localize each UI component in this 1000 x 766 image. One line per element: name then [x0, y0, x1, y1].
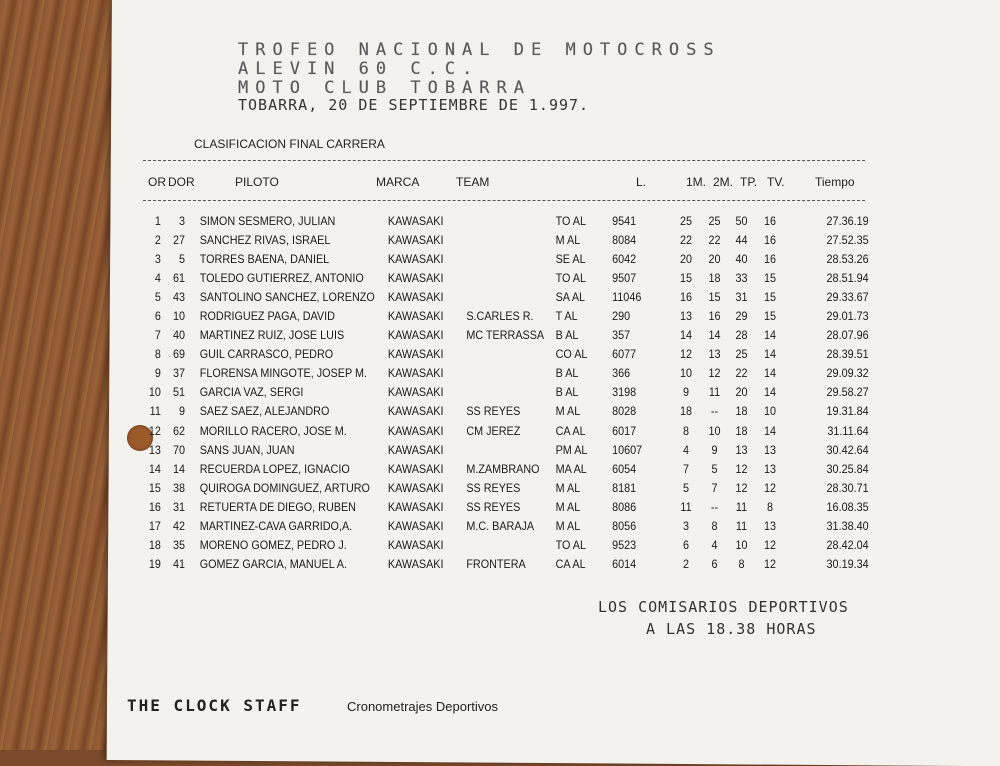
col-piloto: PILOTO — [235, 175, 279, 189]
cell-l: 8028 — [612, 404, 637, 419]
cell-prov: T AL — [555, 309, 578, 324]
cell-marca: KAWASAKI — [388, 347, 445, 362]
cell-or: 11 — [149, 404, 161, 419]
cell-marca: KAWASAKI — [388, 366, 445, 381]
cell-piloto: RECUERDA LOPEZ, IGNACIO — [199, 461, 350, 476]
cell-l: 8084 — [612, 232, 637, 247]
cell-tv: 14 — [763, 328, 776, 343]
cell-piloto: SIMON SESMERO, JULIAN — [199, 213, 336, 228]
cell-tp: 31 — [735, 289, 748, 304]
cell-tv: 12 — [763, 557, 776, 572]
cell-m2: 18 — [708, 270, 721, 285]
cell-prov: TO AL — [555, 538, 586, 553]
cell-dor: 42 — [172, 519, 185, 534]
cell-tv: 13 — [763, 461, 776, 476]
cell-piloto: QUIROGA DOMINGUEZ, ARTURO — [199, 480, 370, 495]
cell-prov: SA AL — [555, 289, 585, 304]
cell-marca: KAWASAKI — [388, 499, 445, 514]
section-title: CLASIFICACION FINAL CARRERA — [194, 137, 385, 151]
cell-or: 6 — [154, 309, 161, 324]
cell-prov: M AL — [555, 480, 581, 495]
cell-tp: 25 — [735, 347, 748, 362]
cell-team: FRONTERA — [466, 557, 527, 572]
cell-team: CM JEREZ — [466, 423, 521, 438]
event-category: ALEVIN 60 C.C. — [238, 59, 480, 79]
cell-dor: 3 — [178, 213, 185, 228]
divider-header — [143, 200, 865, 201]
cell-marca: KAWASAKI — [388, 423, 445, 438]
cell-team: SS REYES — [466, 499, 521, 514]
cell-or: 12 — [148, 423, 161, 438]
cell-m2: 25 — [708, 213, 721, 228]
cell-tiempo: 28.07.96 — [826, 328, 869, 343]
cell-or: 13 — [148, 442, 161, 457]
table-row — [140, 497, 873, 516]
table-row — [140, 268, 873, 287]
cell-dor: 41 — [172, 557, 185, 572]
cell-dor: 5 — [178, 251, 185, 266]
cell-m1: 9 — [682, 385, 689, 400]
cell-or: 16 — [148, 499, 161, 514]
cell-tiempo: 28.30.71 — [826, 480, 869, 495]
cell-l: 357 — [612, 328, 631, 343]
cell-or: 18 — [148, 538, 161, 553]
cell-piloto: RODRIGUEZ PAGA, DAVID — [199, 309, 335, 324]
cell-l: 11046 — [612, 289, 642, 304]
cell-m2: -- — [710, 404, 719, 419]
cell-prov: CO AL — [555, 347, 588, 362]
table-row — [140, 440, 873, 459]
cell-tp: 50 — [735, 213, 748, 228]
cell-tiempo: 30.42.64 — [826, 442, 869, 457]
cell-team — [467, 211, 545, 230]
cell-l: 8056 — [612, 519, 637, 534]
cell-tiempo: 27.36.19 — [826, 213, 869, 228]
table-row — [140, 421, 873, 440]
cell-piloto: GOMEZ GARCIA, MANUEL A. — [199, 557, 347, 572]
table-row — [140, 555, 873, 574]
table-row — [140, 306, 873, 325]
cell-tp: 22 — [735, 366, 748, 381]
cell-tiempo: 30.25.84 — [826, 461, 869, 476]
cell-m1: 22 — [679, 232, 692, 247]
cell-tp: 20 — [735, 385, 748, 400]
col-or: OR — [148, 175, 166, 189]
cell-m1: 3 — [682, 519, 689, 534]
cell-marca: KAWASAKI — [388, 309, 445, 324]
cell-m1: 11 — [680, 499, 692, 514]
cell-team: SS REYES — [466, 480, 521, 495]
cell-or: 8 — [154, 347, 161, 362]
cell-team — [467, 536, 545, 555]
cell-m1: 5 — [682, 480, 689, 495]
cell-m2: 11 — [708, 385, 721, 400]
cell-tv: 8 — [766, 499, 773, 514]
cell-piloto: MARTINEZ-CAVA GARRIDO,A. — [199, 519, 353, 534]
cell-tp: 11 — [735, 519, 748, 534]
cell-m1: 20 — [679, 251, 692, 266]
cell-marca: KAWASAKI — [388, 461, 445, 476]
cell-dor: 38 — [172, 480, 185, 495]
cell-m2: -- — [710, 499, 719, 514]
cell-tp: 18 — [735, 423, 748, 438]
cell-tp: 12 — [735, 480, 748, 495]
comisarios-text: LOS COMISARIOS DEPORTIVOS — [598, 598, 849, 616]
cell-marca: KAWASAKI — [388, 557, 445, 572]
cell-marca: KAWASAKI — [388, 404, 445, 419]
col-laps: L. — [636, 175, 647, 189]
cell-tp: 28 — [735, 328, 748, 343]
cell-team: SS REYES — [466, 404, 521, 419]
cell-m1: 16 — [679, 289, 692, 304]
cell-team — [467, 249, 545, 268]
cell-or: 9 — [154, 366, 161, 381]
cell-l: 9541 — [612, 213, 637, 228]
cell-dor: 61 — [172, 270, 185, 285]
table-row — [140, 364, 873, 383]
cell-dor: 51 — [172, 385, 185, 400]
cell-tv: 13 — [763, 442, 776, 457]
cell-prov: M AL — [555, 404, 581, 419]
col-2m: 2M. — [713, 175, 734, 189]
cell-m2: 8 — [711, 519, 718, 534]
table-row — [140, 230, 873, 249]
cell-tiempo: 29.09.32 — [826, 366, 869, 381]
table-row — [140, 459, 873, 478]
hora-text: A LAS 18.38 HORAS — [646, 620, 817, 638]
cell-m2: 5 — [711, 461, 718, 476]
table-row — [140, 326, 873, 345]
cell-marca: KAWASAKI — [388, 442, 445, 457]
cell-team — [467, 230, 545, 249]
cell-m2: 16 — [708, 309, 721, 324]
cell-tiempo: 29.58.27 — [826, 385, 869, 400]
event-club: MOTO CLUB TOBARRA — [238, 78, 531, 98]
cell-piloto: FLORENSA MINGOTE, JOSEP M. — [199, 366, 367, 381]
cell-tiempo: 19.31.84 — [826, 404, 869, 419]
cell-marca: KAWASAKI — [388, 289, 445, 304]
cell-m2: 6 — [711, 557, 718, 572]
cell-marca: KAWASAKI — [388, 519, 445, 534]
cell-marca: KAWASAKI — [388, 232, 445, 247]
cell-l: 10607 — [612, 442, 643, 457]
cell-team: M.C. BARAJA — [466, 519, 535, 534]
cell-tv: 16 — [763, 251, 776, 266]
cell-l: 9507 — [612, 270, 637, 285]
cell-or: 14 — [148, 461, 161, 476]
cell-m2: 20 — [708, 251, 721, 266]
cell-marca: KAWASAKI — [388, 538, 445, 553]
cell-tiempo: 27.52.35 — [826, 232, 869, 247]
cell-tv: 13 — [763, 519, 776, 534]
cell-marca: KAWASAKI — [388, 328, 445, 343]
cell-marca: KAWASAKI — [388, 385, 445, 400]
results-table — [140, 211, 873, 574]
cell-dor: 35 — [172, 538, 185, 553]
cell-dor: 9 — [178, 404, 185, 419]
cell-prov: M AL — [555, 519, 581, 534]
col-1m: 1M. — [686, 175, 707, 189]
cell-prov: CA AL — [555, 557, 586, 572]
cell-l: 8181 — [612, 480, 637, 495]
cell-piloto: MORILLO RACERO, JOSE M. — [199, 423, 347, 438]
cell-l: 290 — [612, 309, 631, 324]
cell-piloto: TOLEDO GUTIERREZ, ANTONIO — [199, 270, 364, 285]
table-row — [140, 402, 873, 421]
cell-prov: PM AL — [555, 442, 588, 457]
cell-m1: 12 — [679, 347, 692, 362]
cell-tv: 10 — [763, 404, 776, 419]
col-team: TEAM — [456, 175, 490, 189]
cell-tp: 13 — [735, 442, 748, 457]
cell-m1: 10 — [679, 366, 692, 381]
cell-tiempo: 30.19.34 — [826, 557, 869, 572]
cell-tiempo: 29.01.73 — [826, 309, 869, 324]
event-title: TROFEO NACIONAL DE MOTOCROSS — [238, 40, 721, 60]
cell-tp: 33 — [735, 270, 748, 285]
cell-dor: 40 — [172, 328, 185, 343]
table-row — [140, 211, 873, 230]
cell-dor: 27 — [172, 232, 185, 247]
cell-dor: 43 — [172, 289, 185, 304]
cell-tp: 40 — [735, 251, 748, 266]
cell-or: 15 — [148, 480, 161, 495]
cell-m2: 10 — [708, 423, 721, 438]
divider-top — [143, 160, 865, 161]
cell-tiempo: 28.39.51 — [826, 347, 869, 362]
cell-marca: KAWASAKI — [388, 480, 445, 495]
col-tv: TV. — [767, 175, 785, 189]
cell-m1: 25 — [679, 213, 692, 228]
cell-l: 6042 — [612, 251, 637, 266]
cell-team: M.ZAMBRANO — [466, 461, 541, 476]
cell-tv: 16 — [763, 232, 776, 247]
cell-tiempo: 28.53.26 — [826, 251, 869, 266]
cell-l: 6077 — [612, 347, 637, 362]
table-row — [140, 478, 873, 497]
cell-tv: 12 — [763, 538, 776, 553]
table-row — [140, 345, 873, 364]
cell-tv: 15 — [763, 309, 776, 324]
cell-dor: 70 — [172, 442, 185, 457]
cell-tiempo: 31.11.64 — [827, 423, 869, 438]
col-dor: DOR — [168, 175, 195, 189]
cell-dor: 69 — [172, 347, 185, 362]
cell-piloto: RETUERTA DE DIEGO, RUBEN — [199, 499, 356, 514]
cell-m1: 6 — [682, 538, 689, 553]
cell-tv: 14 — [763, 423, 776, 438]
cell-m1: 14 — [679, 328, 692, 343]
company-name: THE CLOCK STAFF — [127, 696, 302, 715]
cell-team: S.CARLES R. — [466, 309, 535, 324]
cell-prov: SE AL — [555, 251, 586, 266]
cell-piloto: GARCIA VAZ, SERGI — [199, 385, 304, 400]
cell-piloto: MORENO GOMEZ, PEDRO J. — [199, 538, 347, 553]
table-row — [140, 517, 873, 536]
cell-tv: 14 — [763, 385, 776, 400]
cell-team: MC TERRASSA — [466, 328, 545, 343]
cell-m1: 15 — [679, 270, 692, 285]
cell-prov: CA AL — [555, 423, 586, 438]
col-tp: TP. — [740, 175, 758, 189]
cell-tiempo: 28.51.94 — [826, 270, 869, 285]
cell-tp: 8 — [738, 557, 745, 572]
cell-m1: 4 — [682, 442, 689, 457]
cell-l: 366 — [612, 366, 631, 381]
cell-piloto: SANTOLINO SANCHEZ, LORENZO — [199, 289, 375, 304]
cell-or: 5 — [154, 289, 161, 304]
cell-dor: 31 — [172, 499, 185, 514]
cell-prov: B AL — [555, 366, 579, 381]
cell-m2: 4 — [711, 538, 718, 553]
cell-tiempo: 28.42.04 — [826, 538, 869, 553]
cell-tp: 12 — [735, 461, 748, 476]
cell-prov: MA AL — [555, 461, 587, 476]
cell-m2: 14 — [708, 328, 721, 343]
company-subtitle: Cronometrajes Deportivos — [347, 699, 499, 714]
col-tiempo: Tiempo — [815, 175, 855, 189]
cell-tp: 11 — [735, 499, 748, 514]
cell-m1: 18 — [679, 404, 692, 419]
table-row — [140, 287, 873, 306]
cell-team — [467, 268, 545, 287]
cell-tv: 14 — [763, 347, 776, 362]
cell-l: 3198 — [612, 385, 637, 400]
cell-piloto: TORRES BAENA, DANIEL — [199, 251, 330, 266]
cell-l: 6014 — [612, 557, 637, 572]
cell-prov: M AL — [555, 499, 581, 514]
cell-dor: 62 — [172, 423, 185, 438]
cell-m2: 15 — [708, 289, 721, 304]
cell-m2: 22 — [708, 232, 721, 247]
cell-tiempo: 16.08.35 — [826, 499, 869, 514]
cell-dor: 10 — [172, 309, 185, 324]
cell-prov: B AL — [555, 328, 579, 343]
cell-prov: TO AL — [555, 270, 586, 285]
cell-team — [467, 383, 545, 402]
cell-tp: 29 — [735, 309, 748, 324]
cell-l: 9523 — [612, 538, 637, 553]
cell-tp: 18 — [735, 404, 748, 419]
cell-or: 7 — [154, 328, 161, 343]
cell-piloto: GUIL CARRASCO, PEDRO — [199, 347, 334, 362]
table-row — [140, 383, 873, 402]
cell-m2: 12 — [708, 366, 721, 381]
cell-tp: 10 — [735, 538, 748, 553]
cell-piloto: SANS JUAN, JUAN — [199, 442, 295, 457]
cell-piloto: SANCHEZ RIVAS, ISRAEL — [199, 232, 331, 247]
cell-team — [467, 364, 545, 383]
cell-prov: B AL — [555, 385, 579, 400]
cell-m1: 13 — [679, 309, 692, 324]
cell-piloto: SAEZ SAEZ, ALEJANDRO — [199, 404, 330, 419]
cell-prov: M AL — [555, 232, 581, 247]
table-row — [140, 536, 873, 555]
table-row — [140, 249, 873, 268]
cell-piloto: MARTINEZ RUIZ, JOSE LUIS — [199, 328, 345, 343]
cell-or: 17 — [148, 519, 161, 534]
cell-m2: 9 — [711, 442, 718, 457]
cell-m1: 2 — [682, 557, 689, 572]
cell-team — [467, 287, 545, 306]
cell-team — [467, 345, 545, 364]
cell-l: 6017 — [612, 423, 637, 438]
cell-marca: KAWASAKI — [388, 270, 445, 285]
cell-or: 1 — [154, 213, 161, 228]
cell-or: 10 — [148, 385, 161, 400]
cell-dor: 37 — [172, 366, 185, 381]
col-marca: MARCA — [376, 175, 420, 189]
cell-or: 3 — [154, 251, 161, 266]
cell-tv: 15 — [763, 289, 776, 304]
cell-tp: 44 — [735, 232, 748, 247]
cell-prov: TO AL — [555, 213, 586, 228]
cell-l: 8086 — [612, 499, 637, 514]
cell-m2: 7 — [711, 480, 718, 495]
cell-l: 6054 — [612, 461, 637, 476]
cell-tiempo: 31.38.40 — [826, 519, 869, 534]
cell-or: 19 — [148, 557, 161, 572]
cell-tiempo: 29.33.67 — [826, 289, 869, 304]
cell-m1: 8 — [682, 423, 689, 438]
cell-tv: 16 — [763, 213, 776, 228]
event-date: TOBARRA, 20 DE SEPTIEMBRE DE 1.997. — [238, 96, 590, 114]
cell-or: 4 — [154, 270, 161, 285]
cell-or: 2 — [154, 232, 161, 247]
cell-marca: KAWASAKI — [388, 251, 445, 266]
cell-marca: KAWASAKI — [388, 213, 445, 228]
cell-tv: 14 — [763, 366, 776, 381]
cell-tv: 15 — [763, 270, 776, 285]
cell-tv: 12 — [763, 480, 776, 495]
cell-m1: 7 — [682, 461, 689, 476]
cell-dor: 14 — [172, 461, 185, 476]
cell-m2: 13 — [708, 347, 721, 362]
cell-team — [467, 440, 545, 459]
